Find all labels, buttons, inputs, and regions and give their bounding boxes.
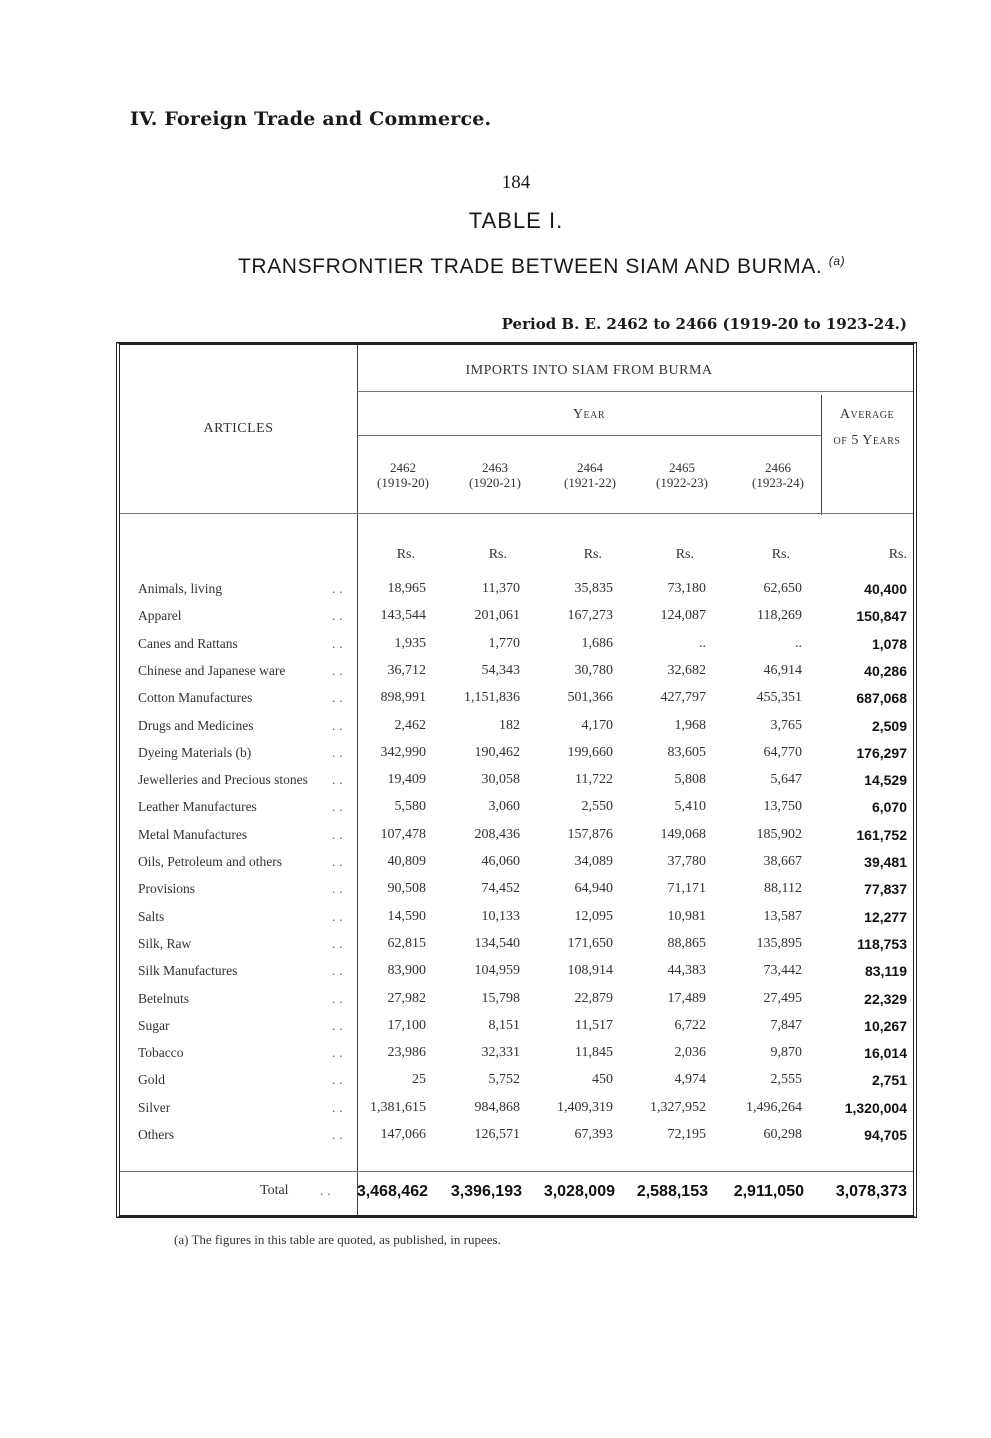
value-cell: 1,327,952: [650, 1100, 706, 1115]
table-row: [120, 991, 913, 1019]
unit-label: Rs.: [888, 547, 907, 562]
total-row-inner: [120, 1183, 913, 1211]
value-cell: 5,580: [394, 799, 426, 814]
average-cell: 150,847: [856, 608, 907, 624]
group-header-rule: [357, 391, 913, 392]
value-cell: 71,171: [667, 881, 706, 896]
leader-dots: ..: [332, 854, 347, 869]
value-cell: 17,489: [667, 991, 706, 1006]
article-name: Tobacco: [138, 1045, 184, 1060]
value-cell: 1,686: [581, 636, 613, 651]
average-cell: 2,509: [871, 718, 907, 734]
value-cell: 37,780: [667, 854, 706, 869]
leader-dots: ..: [332, 909, 347, 924]
value-cell: 107,478: [380, 827, 426, 842]
value-cell: 2,036: [674, 1045, 706, 1060]
value-cell: 30,780: [574, 663, 613, 678]
year-header-2462: [358, 460, 448, 490]
article-name: Leather Manufactures: [138, 799, 257, 814]
total-average-cell: 3,078,373: [835, 1183, 907, 1200]
total-value-cell: 2,588,153: [636, 1183, 708, 1200]
table-subtitle: [238, 254, 845, 279]
subtitle-footmark: (a): [828, 254, 846, 268]
value-cell: 3,765: [770, 718, 802, 733]
year-be: 2463: [482, 460, 508, 475]
article-name: Sugar: [138, 1018, 170, 1033]
average-cell: 83,119: [864, 963, 907, 979]
leader-dots: ..: [332, 690, 347, 705]
value-cell: 1,496,264: [746, 1100, 802, 1115]
average-cell: 687,068: [856, 690, 907, 706]
average-cell: 2,751: [871, 1072, 907, 1088]
value-cell: 54,343: [481, 663, 520, 678]
value-cell: 12,095: [574, 909, 613, 924]
total-label: Total: [260, 1183, 289, 1198]
value-cell: 15,798: [481, 991, 520, 1006]
table-row: [120, 854, 913, 882]
average-cell: 94,705: [864, 1127, 907, 1143]
article-name: Salts: [138, 909, 165, 924]
average-cell: 1,320,004: [844, 1100, 907, 1116]
leader-dots: ..: [332, 1045, 347, 1060]
article-name: Metal Manufactures: [138, 827, 248, 842]
article-name: Provisions: [138, 881, 196, 896]
value-cell: 126,571: [474, 1127, 520, 1142]
article-name: Cotton Manufactures: [138, 690, 253, 705]
table-row: [120, 881, 913, 909]
leader-dots: ..: [332, 799, 347, 814]
value-cell: 73,442: [763, 963, 802, 978]
value-cell: 201,061: [474, 608, 520, 623]
value-cell: 73,180: [667, 581, 706, 596]
leader-dots: ..: [332, 827, 347, 842]
table-row: [120, 718, 913, 746]
leader-dots: ..: [332, 963, 347, 978]
article-name: Oils, Petroleum and others: [138, 854, 282, 869]
value-cell: 88,112: [764, 881, 802, 896]
value-cell: 83,900: [387, 963, 426, 978]
total-value-cell: 2,911,050: [733, 1183, 804, 1200]
leader-dots: ..: [332, 745, 347, 760]
value-cell: 171,650: [567, 936, 613, 951]
unit-label: Rs.: [675, 547, 694, 562]
value-cell: 62,815: [387, 936, 426, 951]
value-cell: 157,876: [567, 827, 613, 842]
value-cell: 143,544: [380, 608, 426, 623]
table-subtitle-text: TRANSFRONTIER TRADE BETWEEN SIAM AND BURMA.: [238, 255, 823, 278]
table-row: [120, 936, 913, 964]
value-cell: 11,845: [575, 1045, 613, 1060]
year-ad: (1921-22): [564, 475, 616, 490]
value-cell: 134,540: [474, 936, 520, 951]
value-cell: 22,879: [574, 991, 613, 1006]
average-cell: 6,070: [871, 799, 907, 815]
table-row: [120, 745, 913, 773]
value-cell: 5,410: [674, 799, 706, 814]
table-row: [120, 1127, 913, 1155]
year-be: 2462: [390, 460, 416, 475]
value-cell: 5,752: [488, 1072, 520, 1087]
value-cell: 90,508: [387, 881, 426, 896]
table-row: [120, 1100, 913, 1128]
value-cell: 46,060: [481, 854, 520, 869]
leader-dots: ..: [332, 608, 347, 623]
table-row: [120, 909, 913, 937]
value-cell: 14,590: [387, 909, 426, 924]
value-cell: 1,770: [488, 636, 520, 651]
average-cell: 176,297: [856, 745, 907, 761]
total-value-cell: 3,028,009: [543, 1183, 615, 1200]
table-row: [120, 690, 913, 718]
average-cell: 40,400: [864, 581, 907, 597]
unit-label: Rs.: [771, 547, 790, 562]
value-cell: 64,770: [763, 745, 802, 760]
table-row: [120, 608, 913, 636]
average-cell: 16,014: [864, 1045, 907, 1061]
average-cell: 118,753: [857, 936, 907, 952]
value-cell: 104,959: [474, 963, 520, 978]
value-cell: 13,750: [763, 799, 802, 814]
value-cell: 135,895: [756, 936, 802, 951]
article-name: Canes and Rattans: [138, 636, 238, 651]
value-cell: ..: [795, 636, 802, 651]
value-cell: 32,682: [667, 663, 706, 678]
page-number: 184: [501, 172, 531, 193]
year-ad: (1920-21): [469, 475, 521, 490]
value-cell: 124,087: [660, 608, 706, 623]
period-line: Period B. E. 2462 to 2466 (1919-20 to 1923-24.): [501, 315, 907, 333]
header-bottom-rule: [120, 513, 913, 514]
value-cell: 60,298: [763, 1127, 802, 1142]
year-be: 2466: [765, 460, 791, 475]
year-be: 2465: [669, 460, 695, 475]
value-cell: 18,965: [387, 581, 426, 596]
value-cell: 6,722: [674, 1018, 706, 1033]
value-cell: 30,058: [481, 772, 520, 787]
value-cell: 1,409,319: [557, 1100, 613, 1115]
value-cell: 450: [592, 1072, 613, 1087]
value-cell: 62,650: [763, 581, 802, 596]
value-cell: 13,587: [763, 909, 802, 924]
leader-dots: ..: [332, 936, 347, 951]
value-cell: 38,667: [763, 854, 802, 869]
group-header: IMPORTS INTO SIAM FROM BURMA: [465, 363, 713, 378]
table-row: [120, 1018, 913, 1046]
value-cell: 455,351: [756, 690, 802, 705]
table-row: [120, 799, 913, 827]
table-row: [120, 827, 913, 855]
value-cell: 4,974: [674, 1072, 706, 1087]
average-cell: 161,752: [856, 827, 907, 843]
value-cell: 199,660: [567, 745, 613, 760]
year-ad: (1923-24): [752, 475, 804, 490]
value-cell: 40,809: [387, 854, 426, 869]
average-cell: 14,529: [864, 772, 907, 788]
value-cell: 23,986: [387, 1045, 426, 1060]
year-header-2464: [545, 460, 635, 490]
average-cell: 10,267: [864, 1018, 907, 1034]
value-cell: 35,835: [574, 581, 613, 596]
average-cell: 77,837: [864, 881, 907, 897]
average-cell: 12,277: [864, 909, 907, 925]
value-cell: 11,370: [482, 581, 520, 596]
unit-label: Rs.: [488, 547, 507, 562]
value-cell: 10,981: [667, 909, 706, 924]
value-cell: 2,550: [581, 799, 613, 814]
value-cell: 67,393: [574, 1127, 613, 1142]
total-value-cell: 3,396,193: [450, 1183, 522, 1200]
unit-label: Rs.: [396, 547, 415, 562]
value-cell: 25: [412, 1072, 426, 1087]
year-ad: (1922-23): [656, 475, 708, 490]
value-cell: 1,935: [394, 636, 426, 651]
unit-label: Rs.: [583, 547, 602, 562]
footnote: (a) The figures in this table are quoted, as published, in rupees.: [174, 1232, 501, 1247]
article-name: Betelnuts: [138, 991, 189, 1006]
value-cell: 27,982: [387, 991, 426, 1006]
leader-dots: ..: [320, 1183, 335, 1198]
article-name: Silk, Raw: [138, 936, 192, 951]
table-row: [120, 963, 913, 991]
value-cell: 2,462: [394, 718, 426, 733]
section-heading: IV. Foreign Trade and Commerce.: [130, 108, 492, 130]
year-header-rule: [357, 435, 821, 436]
value-cell: 149,068: [660, 827, 706, 842]
value-cell: 190,462: [474, 745, 520, 760]
table-row: [120, 1045, 913, 1073]
value-cell: 7,847: [770, 1018, 802, 1033]
leader-dots: ..: [332, 1100, 347, 1115]
year-header-2463: [450, 460, 540, 490]
value-cell: 898,991: [380, 690, 426, 705]
table-row: [120, 636, 913, 664]
value-cell: 1,381,615: [370, 1100, 426, 1115]
leader-dots: ..: [332, 881, 347, 896]
value-cell: 185,902: [756, 827, 802, 842]
leader-dots: ..: [332, 636, 347, 651]
value-cell: 34,089: [574, 854, 613, 869]
value-cell: 10,133: [481, 909, 520, 924]
average-cell: 22,329: [864, 991, 907, 1007]
table-row: [120, 581, 913, 609]
value-cell: 342,990: [380, 745, 426, 760]
value-cell: 32,331: [481, 1045, 520, 1060]
value-cell: 11,722: [575, 772, 613, 787]
leader-dots: ..: [332, 1018, 347, 1033]
year-ad: (1919-20): [377, 475, 429, 490]
value-cell: 1,151,836: [464, 690, 520, 705]
table-row: [120, 663, 913, 691]
value-cell: 427,797: [660, 690, 706, 705]
year-header: Year: [572, 407, 606, 422]
value-cell: 118,269: [757, 608, 802, 623]
average-cell: 39,481: [864, 854, 907, 870]
average-header-line2: of 5 Years: [833, 433, 901, 448]
value-cell: 36,712: [387, 663, 426, 678]
value-cell: 3,060: [488, 799, 520, 814]
article-name: Silver: [138, 1100, 171, 1115]
table-row: [120, 1072, 913, 1100]
article-name: Animals, living: [138, 581, 222, 596]
value-cell: 182: [499, 718, 520, 733]
article-name: Gold: [138, 1072, 165, 1087]
value-cell: ..: [699, 636, 706, 651]
article-name: Chinese and Japanese ware: [138, 663, 286, 678]
leader-dots: ..: [332, 663, 347, 678]
trade-table: [116, 342, 917, 1218]
value-cell: 5,808: [674, 772, 706, 787]
value-cell: 11,517: [575, 1018, 613, 1033]
value-cell: 19,409: [387, 772, 426, 787]
year-header-2466: [733, 460, 823, 490]
leader-dots: ..: [332, 772, 347, 787]
leader-dots: ..: [332, 1127, 347, 1142]
leader-dots: ..: [332, 991, 347, 1006]
value-cell: 72,195: [667, 1127, 706, 1142]
year-be: 2464: [577, 460, 603, 475]
value-cell: 2,555: [770, 1072, 802, 1087]
value-cell: 984,868: [474, 1100, 520, 1115]
year-header-2465: [637, 460, 727, 490]
value-cell: 208,436: [474, 827, 520, 842]
value-cell: 64,940: [574, 881, 613, 896]
total-value-cell: 3,468,462: [356, 1183, 428, 1200]
article-name: Jewelleries and Precious stones: [138, 772, 308, 787]
average-cell: 40,286: [864, 663, 907, 679]
value-cell: 46,914: [763, 663, 802, 678]
article-name: Drugs and Medicines: [138, 718, 254, 733]
value-cell: 27,495: [763, 991, 802, 1006]
value-cell: 17,100: [387, 1018, 426, 1033]
leader-dots: ..: [332, 1072, 347, 1087]
average-cell: 1,078: [871, 636, 907, 652]
value-cell: 9,870: [770, 1045, 802, 1060]
value-cell: 4,170: [581, 718, 613, 733]
article-name: Silk Manufactures: [138, 963, 238, 978]
article-name: Apparel: [138, 608, 182, 623]
value-cell: 88,865: [667, 936, 706, 951]
value-cell: 1,968: [674, 718, 706, 733]
value-cell: 44,383: [667, 963, 706, 978]
table-row: [120, 772, 913, 800]
value-cell: 147,066: [380, 1127, 426, 1142]
value-cell: 501,366: [567, 690, 613, 705]
value-cell: 167,273: [567, 608, 613, 623]
article-name: Dyeing Materials (b): [138, 745, 252, 760]
value-cell: 108,914: [567, 963, 613, 978]
total-rule: [120, 1171, 913, 1172]
value-cell: 5,647: [770, 772, 802, 787]
article-name: Others: [138, 1127, 174, 1142]
value-cell: 83,605: [667, 745, 706, 760]
articles-header: ARTICLES: [203, 421, 274, 436]
value-cell: 74,452: [481, 881, 520, 896]
leader-dots: ..: [332, 718, 347, 733]
leader-dots: ..: [332, 581, 347, 596]
average-header-line1: Average: [839, 407, 895, 422]
value-cell: 8,151: [488, 1018, 520, 1033]
table-title: TABLE I.: [468, 208, 564, 233]
